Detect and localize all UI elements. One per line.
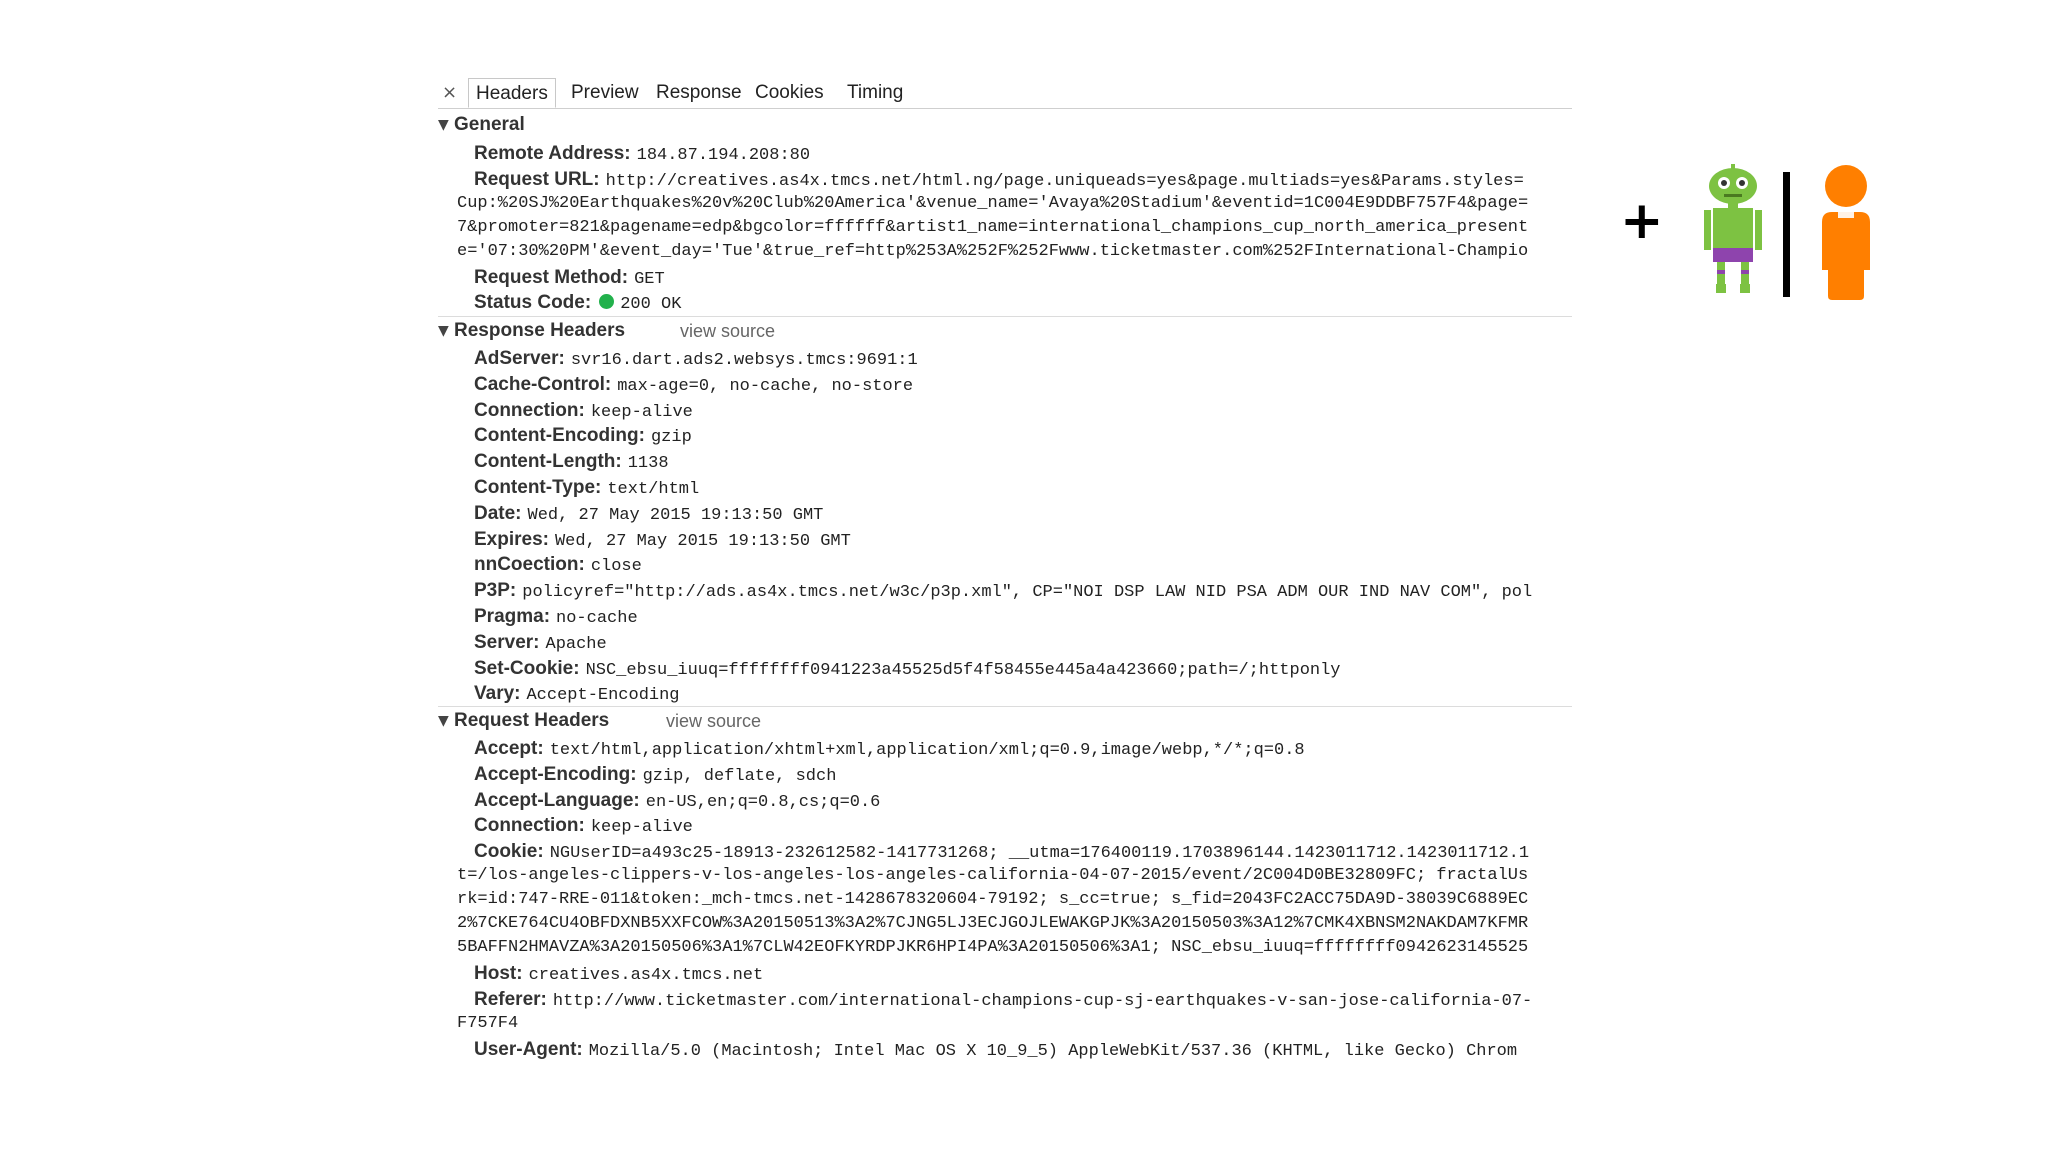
devtools-headers-panel — [438, 72, 1572, 1072]
response-header-row — [474, 681, 1572, 707]
header-key: Expires: — [474, 529, 549, 550]
robot-icon — [1704, 164, 1762, 293]
header-row-cookie — [474, 839, 1572, 865]
response-header-row — [474, 604, 1572, 630]
header-key: AdServer: — [474, 348, 565, 369]
header-row-host — [474, 961, 1572, 987]
header-row-status-code — [474, 290, 1572, 316]
header-key: Content-Type: — [474, 477, 602, 498]
header-value: 1138 — [627, 454, 669, 473]
header-row-accept — [474, 736, 1572, 762]
header-value-continuation: rk=id:747-RRE-011&token:_mch-tmcs.net-1428678320604-79192; s_cc=true; s_fid=2043FC2ACC75DA9D-38039C6889EC — [457, 890, 1529, 909]
close-icon[interactable]: × — [442, 82, 458, 103]
header-value-continuation: 7&promoter=821&pagename=edp&bgcolor=ffffff&artist1_name=international_champions_cup_north_america_present — [457, 218, 1529, 237]
header-row-request-url — [474, 167, 1572, 193]
header-key: P3P: — [474, 580, 517, 601]
header-row-remote-address — [474, 141, 1572, 167]
header-key: Host: — [474, 963, 523, 984]
header-key: Accept-Language: — [474, 790, 640, 811]
header-value: GET — [634, 270, 665, 289]
tab-preview[interactable]: Preview — [571, 82, 639, 103]
header-value: max-age=0, no-cache, no-store — [617, 377, 914, 396]
response-header-row — [474, 449, 1572, 475]
header-value: gzip, deflate, sdch — [642, 767, 837, 786]
header-row-referer — [474, 987, 1572, 1013]
section-divider — [438, 316, 1572, 317]
response-header-row — [474, 527, 1572, 553]
header-key: User-Agent: — [474, 1039, 583, 1060]
header-key: Remote Address: — [474, 143, 631, 164]
header-key: Content-Encoding: — [474, 425, 645, 446]
header-value: Mozilla/5.0 (Macintosh; Intel Mac OS X 10_9_5) AppleWebKit/537.36 (KHTML, like Gecko) Chrom — [588, 1042, 1518, 1061]
header-key: Date: — [474, 503, 522, 524]
status-ok-icon — [599, 294, 614, 309]
header-value: en-US,en;q=0.8,cs;q=0.6 — [645, 793, 881, 812]
robot-and-person-logo — [1620, 150, 1900, 320]
header-value: Wed, 27 May 2015 19:13:50 GMT — [527, 506, 824, 525]
header-row-request-method — [474, 265, 1572, 291]
header-key: Connection: — [474, 815, 585, 836]
header-value: NGUserID=a493c25-18913-232612582-1417731268; __utma=176400119.1703896144.1423011712.1423011712.1 — [549, 844, 1530, 863]
response-header-row — [474, 656, 1572, 682]
header-value: close — [590, 557, 642, 576]
header-value: http://creatives.as4x.tmcs.net/html.ng/page.uniqueads=yes&page.multiads=yes&Params.styles= — [605, 172, 1524, 191]
header-key: Cookie: — [474, 841, 544, 862]
tab-bar — [438, 76, 1572, 109]
header-value: keep-alive — [590, 818, 693, 837]
logo-divider — [1783, 172, 1790, 297]
header-key: Status Code: — [474, 292, 592, 313]
response-header-row — [474, 501, 1572, 527]
response-header-row — [474, 346, 1572, 372]
triangle-down-icon[interactable]: ▼ — [438, 713, 449, 729]
header-value: NSC_ebsu_iuuq=ffffffff0941223a45525d5f4f58455e445a4a423660;path=/;httponly — [585, 661, 1341, 680]
header-value: Apache — [545, 635, 607, 654]
header-key: Connection: — [474, 400, 585, 421]
response-header-row — [474, 398, 1572, 424]
general-section-title: General — [454, 114, 525, 135]
header-key: Set-Cookie: — [474, 658, 580, 679]
logo-graphic — [1620, 150, 1900, 320]
header-row-user-agent — [474, 1037, 1572, 1063]
header-value: Wed, 27 May 2015 19:13:50 GMT — [554, 532, 851, 551]
response-view-source-link[interactable]: view source — [680, 321, 776, 341]
header-key: Content-Length: — [474, 451, 622, 472]
header-key: Accept-Encoding: — [474, 764, 637, 785]
header-value-continuation: 2%7CKE764CU4OBFDXNB5XXFCOW%3A20150513%3A2%7CJNG5LJ3ECJGOJLEWAKGPJK%3A20150503%3A12%7CMK4XBNSM2NAKDAM7KFMR — [457, 914, 1529, 933]
request-headers-title: Request Headers — [454, 710, 610, 731]
header-key: Server: — [474, 632, 540, 653]
triangle-down-icon[interactable]: ▼ — [438, 323, 449, 339]
header-key: Request URL: — [474, 169, 600, 190]
header-value: http://www.ticketmaster.com/international-champions-cup-sj-earthquakes-v-san-jose-california-07- — [552, 992, 1533, 1011]
response-header-row — [474, 475, 1572, 501]
header-row-accept-encoding — [474, 762, 1572, 788]
tab-timing[interactable]: Timing — [847, 82, 904, 103]
header-key: Accept: — [474, 738, 544, 759]
header-value: Accept-Encoding — [526, 686, 680, 705]
header-value: svr16.dart.ads2.websys.tmcs:9691:1 — [570, 351, 918, 370]
header-value: gzip — [650, 428, 692, 447]
header-value: 184.87.194.208:80 — [636, 146, 811, 165]
person-icon — [1822, 165, 1870, 300]
header-value: text/html,application/xhtml+xml,application/xml;q=0.9,image/webp,*/*;q=0.8 — [549, 741, 1305, 760]
header-key: Pragma: — [474, 606, 551, 627]
response-header-row — [474, 630, 1572, 656]
request-headers-section-header[interactable] — [438, 708, 838, 734]
response-headers-section-header[interactable] — [438, 318, 838, 344]
header-value: creatives.as4x.tmcs.net — [528, 966, 764, 985]
header-value: keep-alive — [590, 403, 693, 422]
header-key: Vary: — [474, 683, 521, 704]
header-value-continuation: Cup:%20SJ%20Earthquakes%20v%20Club%20America'&venue_name='Avaya%20Stadium'&eventid=1C004E9DDBF757F4&page= — [457, 194, 1529, 213]
tab-headers[interactable]: Headers — [468, 78, 556, 108]
triangle-down-icon[interactable]: ▼ — [438, 117, 449, 133]
header-value-continuation: 5BAFFN2HMAVZA%3A20150506%3A1%7CLW42EOFKYRDPJKR6HPI4PA%3A20150506%3A1; NSC_ebsu_iuuq=ffffffff0942623145525 — [457, 938, 1529, 957]
header-value: policyref="http://ads.as4x.tmcs.net/w3c/p3p.xml", CP="NOI DSP LAW NID PSA ADM OUR IND NAV COM", pol — [522, 583, 1533, 602]
header-key: Cache-Control: — [474, 374, 612, 395]
header-key: Request Method: — [474, 267, 629, 288]
header-value: no-cache — [556, 609, 638, 628]
header-value: 200 OK — [620, 295, 682, 314]
tab-cookies[interactable]: Cookies — [755, 82, 824, 103]
header-key: nnCoection: — [474, 554, 585, 575]
response-headers-title: Response Headers — [454, 320, 626, 341]
header-value: text/html — [607, 480, 700, 499]
response-header-row — [474, 578, 1572, 604]
plus-sign: + — [1620, 191, 1664, 251]
response-header-row — [474, 552, 1572, 578]
general-section-header[interactable] — [438, 112, 525, 138]
response-header-row — [474, 372, 1572, 398]
header-value-continuation: t=/los-angeles-clippers-v-los-angeles-los-angeles-california-04-07-2015/event/2C004D0BE32809FC; fractalUs — [457, 866, 1529, 885]
header-row-connection — [474, 813, 1572, 839]
header-value-continuation: F757F4 — [457, 1014, 519, 1033]
tab-response[interactable]: Response — [656, 82, 742, 103]
header-value-continuation: e='07:30%20PM'&event_day='Tue'&true_ref=http%253A%252F%252Fwww.ticketmaster.com%252FInternational-Champio — [457, 242, 1529, 261]
section-divider — [438, 706, 1572, 707]
response-header-row — [474, 423, 1572, 449]
header-key: Referer: — [474, 989, 547, 1010]
header-row-accept-language — [474, 788, 1572, 814]
request-view-source-link[interactable]: view source — [666, 711, 762, 731]
